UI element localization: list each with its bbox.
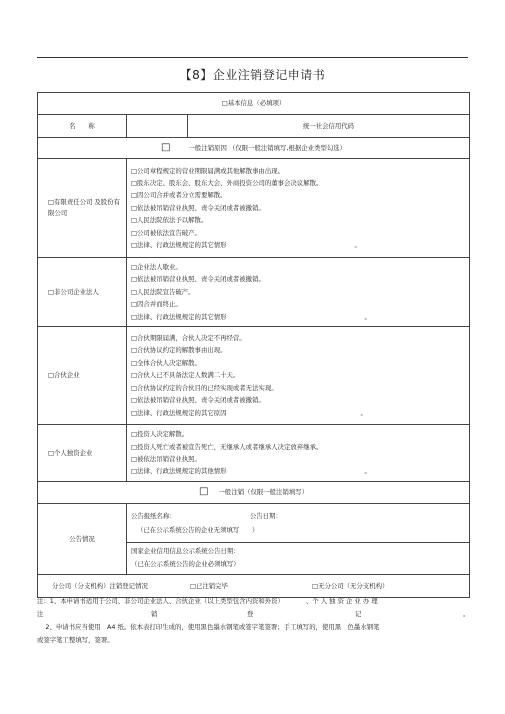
note-text: 注：1、本申请书适用于公司、非公司企业法人、合伙企业（以上类型包含内资和外资） [37, 597, 284, 605]
reason-item[interactable]: □投资人死亡或者被宣告死亡，无继承人或者继承人决定放弃继承。 [131, 442, 323, 451]
footnotes [37, 595, 469, 647]
note-text: 销 [151, 610, 158, 618]
newspaper-line [131, 509, 469, 523]
branch-label: 分公司（分支机构）注销登记情况 [52, 581, 148, 590]
reason-section-header [38, 138, 470, 159]
reason-item[interactable]: □被依法吊销营业执照。 [131, 455, 201, 463]
note-text: 。 [463, 610, 470, 618]
reason-section-checkbox[interactable]: □ [161, 141, 171, 153]
announcement-label: 公告情况 [38, 504, 127, 575]
reason-section-title: 一般注销原因 [188, 143, 227, 152]
trailing-mark: 。 [364, 467, 371, 476]
reason-item-text: □法律、行政法规规定的其它情形 [131, 312, 227, 321]
reason-item[interactable]: □合伙人已不具备法定人数满二十天。 [131, 371, 240, 380]
reason-item[interactable]: □因合并而终止。 [131, 300, 182, 309]
note-text: 、个 人 独 资 企 业 办 理 [305, 597, 378, 605]
reason-section-row [38, 138, 470, 159]
group-label-partnership[interactable]: □合伙企业 [38, 327, 127, 425]
reason-item[interactable] [131, 239, 469, 251]
announcement-date-label: 公告日期： [249, 511, 282, 520]
trailing-mark: 。 [364, 312, 371, 321]
reason-item-text: □法律、行政法规规定的其他情形 [131, 467, 227, 476]
reason-item[interactable] [131, 311, 469, 323]
reason-item[interactable]: □合伙协议约定的解散事由出现。 [131, 346, 227, 355]
reason-list [127, 425, 470, 482]
top-rule [37, 57, 468, 58]
newspaper-name-label: 公告报纸名称： [131, 511, 176, 520]
name-label: 名 称 [38, 115, 127, 138]
note-line: 或签字笔工整填写，签署。 [37, 636, 114, 644]
group-label-company[interactable]: □有限责任公司 及股份有限公司 [38, 159, 127, 258]
note-text: 登 [247, 610, 254, 618]
general-section-checkbox[interactable]: □ [199, 486, 209, 498]
trailing-mark: 。 [354, 241, 361, 250]
reason-group-row [38, 425, 470, 482]
page-title: 【8】企业注销登记申请书 [179, 68, 326, 82]
reason-item[interactable] [131, 465, 469, 477]
reason-item[interactable]: □投资人决定解散。 [131, 430, 189, 439]
announcement-row [38, 504, 470, 543]
reason-item[interactable]: □全体合伙人决定解散。 [131, 358, 201, 367]
reason-group-row [38, 159, 470, 258]
reason-item[interactable]: □依法被吊销营业执照、责令关闭或者被撤销。 [131, 203, 265, 212]
reason-item[interactable]: □因公司合并或者分立需要解散。 [131, 191, 227, 200]
reason-item[interactable]: □依法被吊销营业执照、责令关闭或者被撤销。 [131, 396, 265, 405]
reason-list [127, 258, 470, 327]
general-section-row [38, 482, 470, 504]
name-field[interactable] [127, 115, 188, 138]
reason-item[interactable]: □公司被依法宣告破产。 [131, 228, 201, 237]
basic-info-header: □基本信息（必填项） [38, 93, 470, 115]
newspaper-note: （已在公示系统公告的企业无须填写 ） [137, 525, 259, 534]
deregistration-form-table [37, 92, 470, 598]
reason-item[interactable]: □依法被吊销营业执照、责令关闭或者被撤销。 [131, 275, 265, 284]
system-note: （已在公示系统公告的企业必须填写） [131, 560, 240, 569]
reason-item[interactable]: □合伙期限届满，合伙人决定不再经营。 [131, 334, 246, 343]
reason-item-text: □法律、行政法规规定的其它情形 [131, 241, 227, 250]
general-section-title: 一般注销（仅限一般注销填写） [218, 488, 309, 497]
reason-list [127, 159, 470, 258]
note-line [37, 608, 469, 621]
group-label-non-company[interactable]: □非公司企业法人 [38, 258, 127, 327]
reason-item[interactable]: □企业法人歇业。 [131, 262, 182, 271]
reason-group-row [38, 258, 470, 327]
branch-option-closed[interactable]: □已注销完毕 [189, 581, 228, 590]
basic-info-header-row [38, 93, 470, 115]
credit-code-label: 统一社会信用代码 [188, 115, 470, 138]
note-text: 注 [37, 610, 44, 618]
reason-item[interactable]: □人民法院宣告破产。 [131, 287, 195, 296]
reason-item[interactable]: □公司章程规定的营业期限届满或其他解散事由出现。 [131, 166, 285, 175]
system-cell[interactable] [127, 542, 470, 574]
trailing-mark: 。 [360, 408, 367, 417]
reason-item[interactable]: □合伙协议约定的合伙目的已经实现或者无法实现。 [131, 383, 278, 392]
reason-item[interactable] [131, 407, 469, 419]
system-date-label: 国家企业信用信息公示系统公告日期： [131, 547, 240, 556]
newspaper-cell[interactable] [127, 504, 470, 543]
reason-section-tip: （仅限一般注销填写,根据企业类型勾选） [228, 143, 346, 152]
reason-item[interactable]: □人民法院依法予以解散。 [131, 216, 208, 225]
note-line: 2、申请书应当使用 A4 纸。依本表打印生成的，使用黑色墨水钢笔或签字笔签署；手工填写的，使用黑 色墨水钢笔 [37, 623, 380, 631]
reason-item-text: □法律、行政法规规定的其它原因 [131, 408, 227, 417]
reason-list [127, 327, 470, 425]
branch-option-none[interactable]: □无分公司（无分支机构） [312, 581, 389, 590]
reason-group-row [38, 327, 470, 425]
name-row [38, 115, 470, 138]
note-line [37, 595, 469, 608]
general-section-header [38, 482, 470, 504]
reason-item[interactable]: □股东决定、股东会、股东大会、外商投资公司的董事会决议解散。 [131, 178, 323, 187]
group-label-sole-proprietorship[interactable]: □个人独资企业 [38, 425, 127, 482]
note-text: 记 [355, 610, 362, 618]
